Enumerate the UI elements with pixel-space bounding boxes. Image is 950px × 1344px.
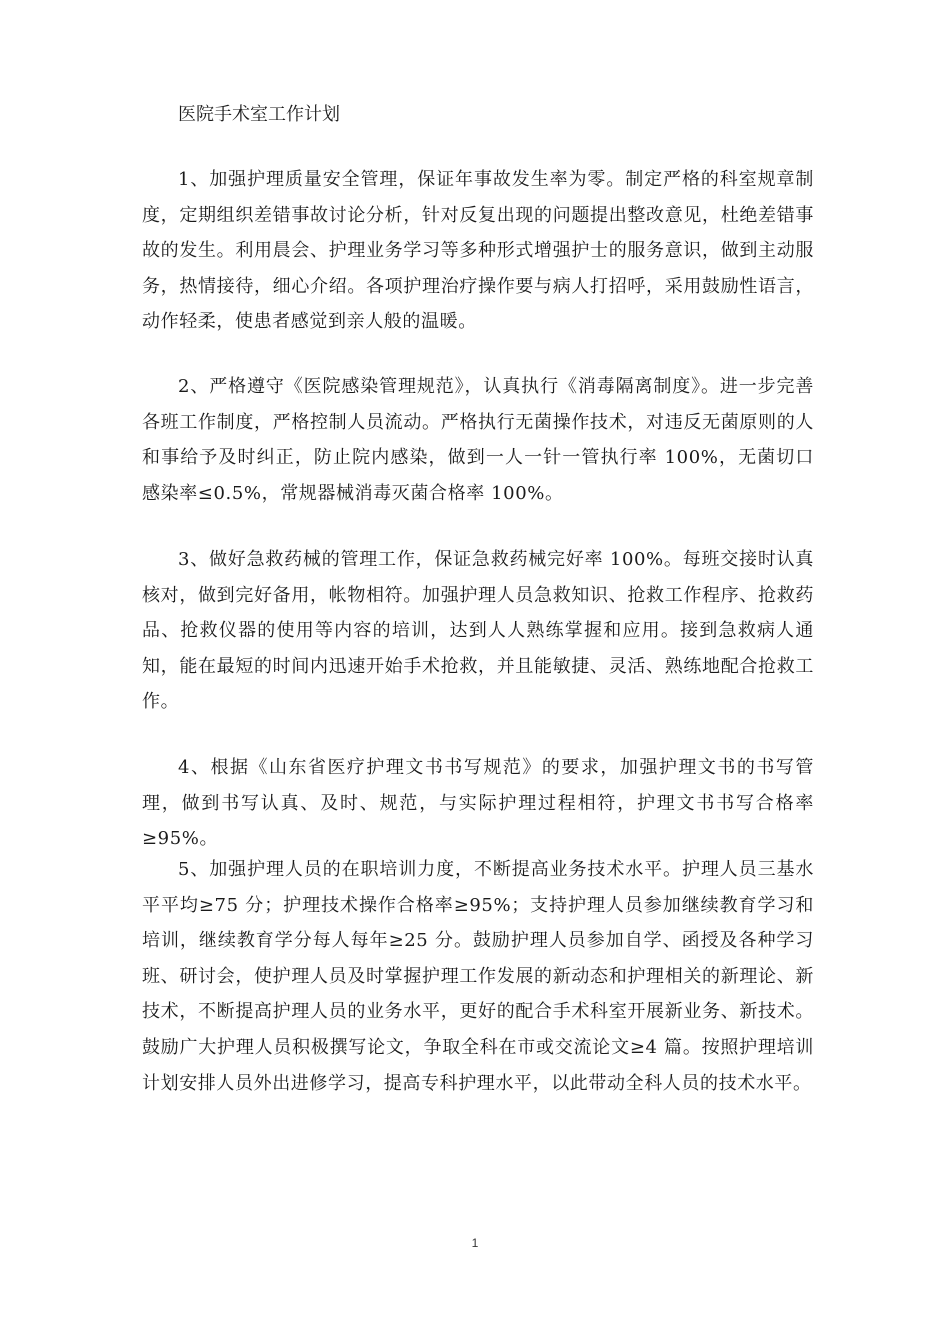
page-number: 1 [471, 1236, 479, 1250]
document-body [142, 97, 814, 1094]
paragraph-1: 1、加强护理质量安全管理，保证年事故发生率为零。制定严格的科室规章制度，定期组织差错事故讨论分析，针对反复出现的问题提出整改意见，杜绝差错事故的发生。利用晨会、护理业务学习等多种形式增强护士的服务意识，做到主动服务，热情接待，细心介绍。各项护理治疗操作要与病人打招呼，采用鼓励性语言，动作轻柔，使患者感觉到亲人般的温暖。 [142, 169, 814, 333]
paragraph-3: 3、做好急救药械的管理工作，保证急救药械完好率 100%。每班交接时认真核对，做到完好备用，帐物相符。加强护理人员急救知识、抢救工作程序、抢救药品、抢救仪器的使用等内容的培训，达到人人熟练掌握和应用。接到急救病人通知，能在最短的时间内迅速开始手术抢救，并且能敏捷、灵活、熟练地配合抢救工作。 [142, 549, 814, 713]
paragraph-5: 5、加强护理人员的在职培训力度，不断提高业务技术水平。护理人员三基水平平均≥75 分；护理技术操作合格率≥95%；支持护理人员参加继续教育学习和培训，继续教育学分每人每年≥25 分。鼓励护理人员参加自学、函授及各种学习班、研讨会，使护理人员及时掌握护理工作发展的新动态和护理相关的新理论、新技术，不断提高护理人员的业务水平，更好的配合手术科室开展新业务、新技术。鼓励广大护理人员积极撰写论文，争取全科在市或交流论文≥4 篇。按照护理培训计划安排人员外出进修学习，提高专科护理水平，以此带动全科人员的技术水平。 [142, 859, 814, 1094]
document-title: 医院手术室工作计划 [178, 104, 340, 125]
paragraph-4: 4、根据《山东省医疗护理文书书写规范》的要求，加强护理文书的书写管理，做到书写认真、及时、规范，与实际护理过程相符，护理文书书写合格率≥95%。 [142, 757, 814, 850]
paragraph-2: 2、严格遵守《医院感染管理规范》，认真执行《消毒隔离制度》。进一步完善各班工作制度，严格控制人员流动。严格执行无菌操作技术，对违反无菌原则的人和事给予及时纠正，防止院内感染，做到一人一针一管执行率 100%，无菌切口感染率≤0.5%，常规器械消毒灭菌合格率 100%。 [142, 376, 814, 504]
